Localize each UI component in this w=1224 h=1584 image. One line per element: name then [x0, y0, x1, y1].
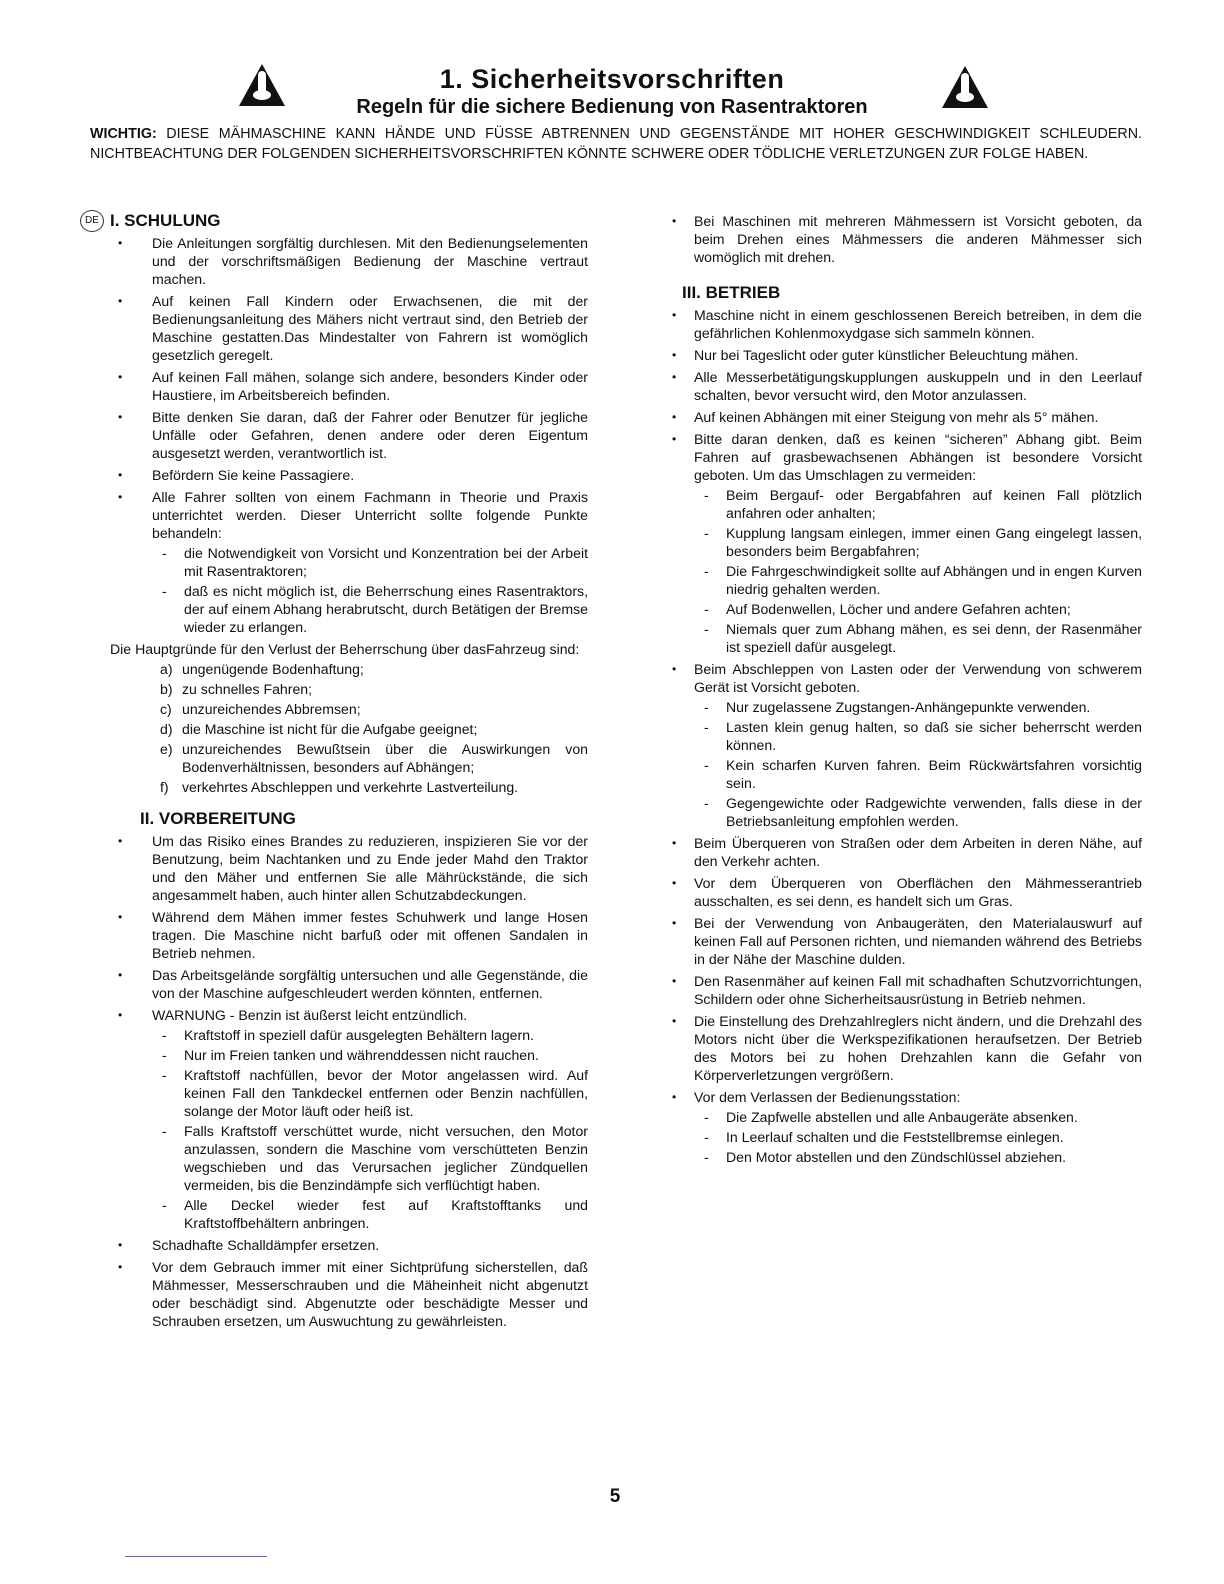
page-title: 1. Sicherheitsvorschriften: [439, 64, 785, 94]
list-item: • Auf keinen Fall mähen, solange sich andere, besonders Kinder oder Haustiere, im Arbeitsbereich befinden.: [110, 368, 588, 404]
sub-list-item: - Kraftstoff nachfüllen, bevor der Motor angelassen wird. Auf keinen Fall den Tankdeckel entfernen oder Benzin nachfüllen, solange der Motor läuft oder heiß ist.: [152, 1066, 588, 1120]
list-item: • Die Einstellung des Drehzahlreglers nicht ändern, und die Drehzahl des Motors nicht über die Werkspezifikationen heraufsetzen. Der Betrieb des Motors bei zu hohen Drehzahlen kann die Gefahr von Körperverletzungen vergrößern.: [664, 1012, 1142, 1084]
list-item: • Bei der Verwendung von Anbaugeräten, den Materialauswurf auf keinen Fall auf Personen richten, und niemanden während des Betriebs in der Nähe der Maschine dulden.: [664, 914, 1142, 968]
sub-list-item: - Die Fahrgeschwindigkeit sollte auf Abhängen und in engen Kurven niedrig gehalten werden.: [694, 562, 1142, 598]
list-item: • Die Anleitungen sorgfältig durchlesen. Mit den Bedienungselementen und der vorschriftsmäßigen Bedienung der Maschine vertraut machen.: [110, 234, 588, 288]
list-item: • Auf keinen Abhängen mit einer Steigung von mehr als 5° mähen.: [664, 408, 1142, 426]
page-header: [0, 60, 1224, 120]
list-item: • Um das Risiko eines Brandes zu reduzieren, inspizieren Sie vor der Benutzung, beim Nachtanken und zu Ende jeder Mahd den Traktor und den Mäher und entfernen Sie alle Mährückstände, die sich angesammelt haben, auch hinter allen Schutzabdeckungen.: [110, 832, 588, 904]
list-item: b) zu schnelles Fahren;: [160, 681, 313, 697]
list-item: • Vor dem Verlassen der Bedienungsstation: - Die Zapfwelle abstellen und alle Anbaugeräte absenken. - In Leerlauf schalten und die Feststellbremse einlegen. - Den Motor abstellen und den Zündschlüssel abziehen.: [664, 1088, 1142, 1166]
sub-list-item: - Die Zapfwelle abstellen und alle Anbaugeräte absenken.: [694, 1108, 1142, 1126]
list-item: • Alle Messerbetätigungskupplungen auskuppeln und in den Leerlauf schalten, bevor versucht wird, den Motor anzulassen.: [664, 368, 1142, 404]
betrieb-list: [664, 306, 1142, 1166]
list-item: • Bei Maschinen mit mehreren Mähmessern ist Vorsicht geboten, da beim Drehen eines Mähmessers die anderen Mähmesser sich womöglich mit drehen.: [664, 212, 1142, 266]
sub-list-item: - Nur zugelassene Zugstangen-Anhängepunkte verwenden.: [694, 698, 1142, 716]
important-text: DIESE MÄHMASCHINE KANN HÄNDE UND FÜSSE ABTRENNEN UND GEGENSTÄNDE MIT HOHER GESCHWINDIGKEIT SCHLEUDERN. NICHTBEACHTUNG DER FOLGENDEN SICHERHEITSVORSCHRIFTEN KÖNNTE SCHWERE ODER TÖDLICHE VERLETZUNGEN ZUR FOLGE HABEN.: [90, 126, 1142, 162]
list-item: a) ungenügende Bodenhaftung;: [160, 661, 364, 677]
continued-list: [664, 212, 1142, 266]
list-item: • Das Arbeitsgelände sorgfältig untersuchen und alle Gegenstände, die von der Maschine aufgeschleudert werden könnten, entfernen.: [110, 966, 588, 1002]
list-item: c) unzureichendes Abbremsen;: [160, 701, 361, 717]
sub-list-item: - In Leerlauf schalten und die Feststellbremse einlegen.: [694, 1128, 1142, 1146]
sub-list: [152, 544, 588, 636]
list-item: f) verkehrtes Abschleppen und verkehrte Lastverteilung.: [160, 779, 519, 795]
sub-list: [694, 698, 1142, 830]
important-label: WICHTIG:: [90, 126, 157, 142]
list-item: • Beim Überqueren von Straßen oder dem Arbeiten in deren Nähe, auf den Verkehr achten.: [664, 834, 1142, 870]
sub-list-item: - daß es nicht möglich ist, die Beherrschung eines Rasentraktors, der auf einem Abhang herabrutscht, durch Betätigen der Bremse wieder zu erlangen.: [152, 582, 588, 636]
sub-list-item: - Kraftstoff in speziell dafür ausgelegten Behältern lagern.: [152, 1026, 588, 1044]
list-item: • Beim Abschleppen von Lasten oder der Verwendung von schwerem Gerät ist Vorsicht geboten. - Nur zugelassene Zugstangen-Anhängepunkte verwenden. - Lasten klein genug halten, so daß sie sicher beherrscht werden können. - Kein scharfen Kurven fahren. Beim Rückwärtsfahren vorsichtig sein. - Gegengewichte oder Radgewichte verwenden, falls diese in der Betriebsanleitung empfohlen werden.: [664, 660, 1142, 830]
section-heading-betrieb: III. BETRIEB: [682, 283, 781, 302]
list-item: • Bitte denken Sie daran, daß der Fahrer oder Benutzer für jegliche Unfälle oder Gefahren, denen andere oder deren Eigentum ausgesetzt werden, verantwortlich ist.: [110, 408, 588, 462]
list-item: • Vor dem Gebrauch immer mit einer Sichtprüfung sicherstellen, daß Mähmesser, Messerschrauben und die Mäheinheit nicht abgenutzt oder beschädigt sind. Abgenutzte oder beschädigte Messer und Schrauben ersetzen, um Auswuchtung zu gewährleisten.: [110, 1258, 588, 1330]
section-heading-schulung: DE I. SCHULUNG: [110, 212, 588, 230]
sub-list-item: - Lasten klein genug halten, so daß sie sicher beherrscht werden können.: [694, 718, 1142, 754]
list-item: • Maschine nicht in einem geschlossenen Bereich betreiben, in dem die gefährlichen Kohlenmoxydgase sich sammeln können.: [664, 306, 1142, 342]
sub-list-item: - Auf Bodenwellen, Löcher und andere Gefahren achten;: [694, 600, 1142, 618]
list-item: d) die Maschine ist nicht für die Aufgabe geeignet;: [160, 721, 478, 737]
warning-triangle-icon: [940, 64, 990, 110]
sub-list-item: - Kein scharfen Kurven fahren. Beim Rückwärtsfahren vorsichtig sein.: [694, 756, 1142, 792]
list-item: • Auf keinen Fall Kindern oder Erwachsenen, die mit der Bedienungsanleitung des Mähers nicht vertraut sind, den Betrieb der Maschine gestatten.Das Mindestalter von Fahrern ist womöglich gesetzlich geregelt.: [110, 292, 588, 364]
sub-list: [152, 1026, 588, 1232]
list-item: • Bitte daran denken, daß es keinen “sicheren” Abhang gibt. Beim Fahren auf grasbewachsenen Abhängen ist besondere Vorsicht geboten. Um das Umschlagen zu vermeiden: - Beim Bergauf- oder Bergabfahren auf keinen Fall plötzlich anfahren oder anhalten; - Kupplung langsam einlegen, immer einen Gang eingelegt lassen, besonders beim Bergabfahren; - Die Fahrgeschwindigkeit sollte auf Abhängen und in engen Kurven niedrig gehalten werden. - Auf Bodenwellen, Löcher und andere Gefahren achten; - Niemals quer zum Abhang mähen, es sei denn, der Rasenmäher ist speziell dafür ausgelegt.: [664, 430, 1142, 656]
sub-list-item: - Den Motor abstellen und den Zündschlüssel abziehen.: [694, 1148, 1142, 1166]
important-notice: [90, 124, 1142, 164]
sub-list-item: - Alle Deckel wieder fest auf Kraftstofftanks und Kraftstoffbehältern anbringen.: [152, 1196, 588, 1232]
sub-list-item: - Gegengewichte oder Radgewichte verwenden, falls diese in der Betriebsanleitung empfohlen werden.: [694, 794, 1142, 830]
section-heading-vorbereitung: II. VORBEREITUNG: [140, 809, 296, 828]
list-item: • Den Rasenmäher auf keinen Fall mit schadhaften Schutzvorrichtungen, Schildern oder ohne Sicherheitsausrüstung in Betrieb nehmen.: [664, 972, 1142, 1008]
list-item: e) unzureichendes Bewußtsein über die Auswirkungen von Bodenverhältnissen, besonders auf Abhängen;: [160, 741, 588, 775]
sub-list-item: - Beim Bergauf- oder Bergabfahren auf keinen Fall plötzlich anfahren oder anhalten;: [694, 486, 1142, 522]
sub-list-item: - Nur im Freien tanken und währenddessen nicht rauchen.: [152, 1046, 588, 1064]
page-subtitle: Regeln für die sichere Bedienung von Rasentraktoren: [356, 96, 868, 118]
reasons-intro: Die Hauptgründe für den Verlust der Beherrschung über dasFahrzeug sind:: [110, 641, 580, 657]
list-item: • Befördern Sie keine Passagiere.: [110, 466, 588, 484]
left-column: [85, 211, 588, 1334]
sub-list-item: - Falls Kraftstoff verschüttet wurde, nicht versuchen, den Motor anzulassen, sondern die Maschine vom verschütteten Benzin wegschieben und das Verursachen jeglicher Zündquellen vermeiden, bis die Benzindämpfe sich verflüchtigt haben.: [152, 1122, 588, 1194]
list-item: • Vor dem Überqueren von Oberflächen den Mähmesserantrieb ausschalten, es sei denn, es handelt sich um Gras.: [664, 874, 1142, 910]
list-item: • WARNUNG - Benzin ist äußerst leicht entzündlich. - Kraftstoff in speziell dafür ausgelegten Behältern lagern. - Nur im Freien tanken und währenddessen nicht rauchen. - Kraftstoff nachfüllen, bevor der Motor angelassen wird. Auf keinen Fall den Tankdeckel entfernen oder Benzin nachfüllen, solange der Motor läuft oder heiß ist. - Falls Kraftstoff verschüttet wurde, nicht versuchen, den Motor anzulassen, sondern die Maschine vom verschütteten Benzin wegschieben und das Verursachen jeglicher Zündquellen vermeiden, bis die Benzindämpfe sich verflüchtigt haben. - Alle Deckel wieder fest auf Kraftstofftanks und Kraftstoffbehältern anbringen.: [110, 1006, 588, 1232]
vorbereitung-list: [110, 832, 588, 1330]
schulung-list: [110, 234, 588, 636]
sub-list: [694, 1108, 1142, 1166]
footer-rule: [125, 1556, 267, 1557]
sub-list-item: - Kupplung langsam einlegen, immer einen Gang eingelegt lassen, besonders beim Bergabfahren;: [694, 524, 1142, 560]
sub-list-item: - Niemals quer zum Abhang mähen, es sei denn, der Rasenmäher ist speziell dafür ausgelegt.: [694, 620, 1142, 656]
language-mark: DE: [80, 210, 104, 232]
list-item: • Schadhafte Schalldämpfer ersetzen.: [110, 1236, 588, 1254]
reasons-list: [110, 660, 588, 796]
sub-list: [694, 486, 1142, 656]
list-item: • Während dem Mähen immer festes Schuhwerk und lange Hosen tragen. Die Maschine nicht barfuß oder mit offenen Sandalen in Betrieb nehmen.: [110, 908, 588, 962]
list-item: • Alle Fahrer sollten von einem Fachmann in Theorie und Praxis unterrichtet werden. Dieser Unterricht sollte folgende Punkte behandeln: - die Notwendigkeit von Vorsicht und Konzentration bei der Arbeit mit Rasentraktoren; - daß es nicht möglich ist, die Beherrschung eines Rasentraktors, der auf einem Abhang herabrutscht, durch Betätigen der Bremse wieder zu erlangen.: [110, 488, 588, 636]
page-number: 5: [609, 1486, 621, 1507]
sub-list-item: - die Notwendigkeit von Vorsicht und Konzentration bei der Arbeit mit Rasentraktoren;: [152, 544, 588, 580]
list-item: • Nur bei Tageslicht oder guter künstlicher Beleuchtung mähen.: [664, 346, 1142, 364]
right-column: [676, 212, 1142, 1170]
